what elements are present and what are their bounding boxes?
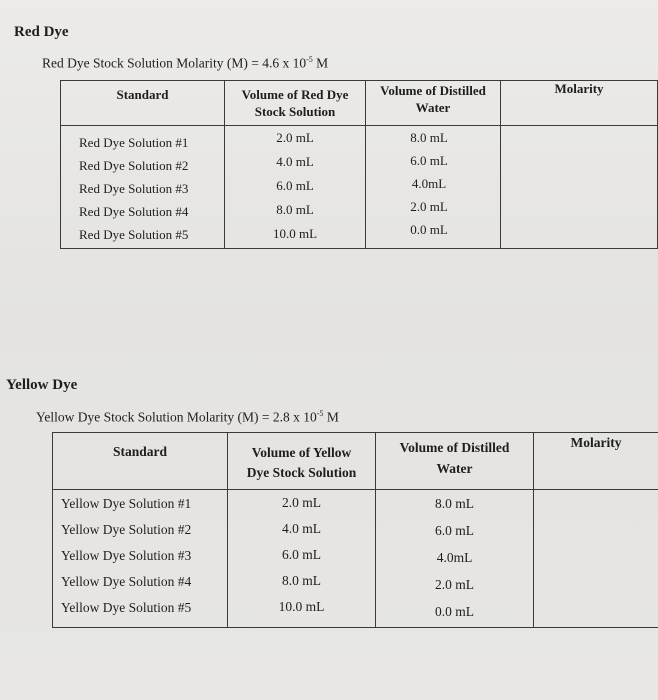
red-water-3: 4.0mL	[411, 176, 447, 191]
red-standard-1: Red Dye Solution #1	[79, 135, 189, 150]
yellow-stock-label: Yellow Dye Stock Solution Molarity (M)	[36, 409, 259, 425]
red-stock-2: 4.0 mL	[276, 154, 314, 169]
red-data-row	[61, 126, 658, 249]
red-stock-label: Red Dye Stock Solution Molarity (M)	[42, 55, 248, 71]
red-stock-molarity	[42, 55, 328, 72]
red-standard-5: Red Dye Solution #5	[79, 227, 189, 242]
red-stock-1: 2.0 mL	[276, 130, 314, 145]
yellow-dye-title: Yellow Dye	[6, 377, 78, 393]
red-water-4: 2.0 mL	[410, 199, 448, 214]
yellow-standard-2: Yellow Dye Solution #2	[61, 522, 192, 537]
yellow-header-row	[53, 433, 658, 490]
yellow-water-cell	[376, 490, 534, 628]
yellow-stock-1: 2.0 mL	[282, 495, 321, 510]
yellow-stock-4: 8.0 mL	[282, 573, 321, 588]
yellow-data-row	[53, 490, 658, 628]
yellow-water-5: 0.0 mL	[435, 604, 474, 619]
red-header-molarity: Molarity	[501, 81, 658, 126]
yellow-stock-eq: = 2.8 x 10	[258, 409, 317, 425]
red-water-cell	[366, 126, 501, 249]
yellow-stock-molarity	[36, 409, 339, 426]
red-header-stock-volume: Volume of Red Dye Stock Solution	[225, 81, 366, 126]
red-water-1: 8.0 mL	[410, 130, 448, 145]
red-standard-3: Red Dye Solution #3	[79, 181, 189, 196]
red-standard-4: Red Dye Solution #4	[79, 204, 189, 219]
yellow-stock-unit: M	[323, 409, 339, 425]
yellow-stock-5: 10.0 mL	[278, 599, 325, 614]
red-header-water-volume: Volume of Distilled Water	[366, 81, 501, 126]
red-dye-table	[60, 80, 658, 249]
yellow-header-stock-volume: Volume of Yellow Dye Stock Solution	[228, 433, 376, 490]
yellow-stock-3: 6.0 mL	[282, 547, 321, 562]
red-stock-3: 6.0 mL	[276, 178, 314, 193]
red-stock-eq: = 4.6 x 10	[247, 55, 307, 71]
yellow-standard-cell	[53, 490, 228, 628]
red-water-5: 0.0 mL	[410, 222, 448, 237]
yellow-standard-3: Yellow Dye Solution #3	[61, 548, 192, 563]
yellow-header-standard: Standard	[53, 433, 228, 490]
yellow-standard-5: Yellow Dye Solution #5	[61, 600, 192, 615]
red-stock-exponent: -5	[306, 55, 313, 64]
yellow-stock-exponent: -5	[316, 409, 324, 418]
yellow-header-water-volume: Volume of Distilled Water	[376, 433, 534, 490]
red-molarity-cell[interactable]	[501, 126, 658, 249]
yellow-dye-table	[52, 432, 658, 628]
red-header-row	[61, 81, 658, 126]
red-dye-title: Red Dye	[14, 24, 69, 40]
yellow-water-4: 2.0 mL	[435, 577, 474, 592]
red-stock-cell	[225, 126, 366, 249]
red-water-2: 6.0 mL	[410, 153, 448, 168]
red-header-standard: Standard	[61, 81, 225, 126]
yellow-header-molarity: Molarity	[534, 433, 658, 490]
yellow-standard-4: Yellow Dye Solution #4	[61, 574, 192, 589]
yellow-water-1: 8.0 mL	[435, 496, 474, 511]
yellow-stock-cell	[228, 490, 376, 628]
yellow-water-3: 4.0mL	[436, 550, 473, 565]
red-stock-unit: M	[312, 55, 329, 71]
red-stock-4: 8.0 mL	[276, 202, 314, 217]
yellow-stock-2: 4.0 mL	[282, 521, 321, 536]
yellow-standard-1: Yellow Dye Solution #1	[61, 496, 192, 511]
yellow-molarity-cell[interactable]	[534, 490, 658, 628]
red-standard-cell	[61, 126, 225, 249]
red-stock-5: 10.0 mL	[272, 226, 318, 241]
red-standard-2: Red Dye Solution #2	[79, 158, 189, 173]
yellow-water-2: 6.0 mL	[435, 523, 474, 538]
